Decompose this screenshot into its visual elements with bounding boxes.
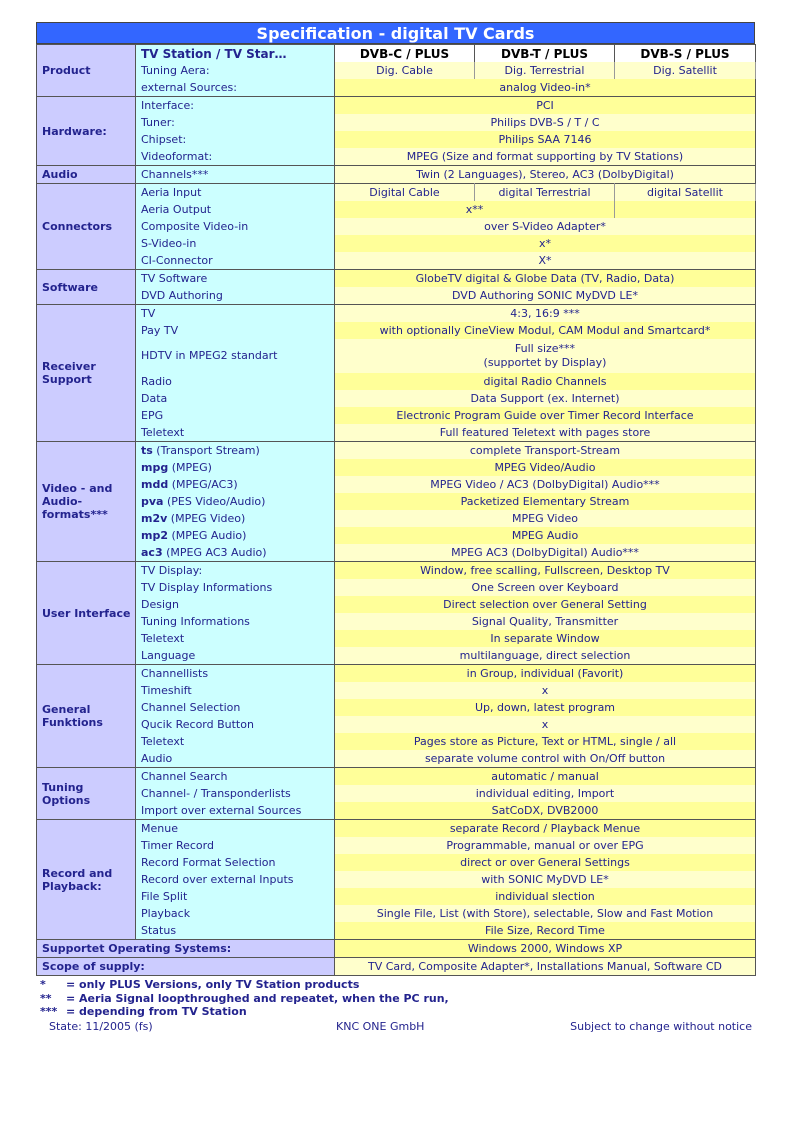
format-label (136, 493, 335, 510)
table-row (37, 820, 756, 838)
table-row (37, 716, 756, 733)
category-label: Supportet Operating Systems: (37, 940, 335, 958)
value-cell: In separate Window (335, 630, 756, 647)
table-row (37, 665, 756, 683)
table-row (37, 218, 756, 235)
table-row (37, 407, 756, 424)
value-cell: in Group, individual (Favorit) (335, 665, 756, 683)
table-row (37, 184, 756, 202)
footnote (40, 992, 755, 1006)
table-row (37, 305, 756, 323)
feature-label: File Split (136, 888, 335, 905)
format-desc: (MPEG AC3 Audio) (162, 545, 267, 559)
table-row (37, 270, 756, 288)
format-label (136, 442, 335, 460)
value-cell: 4:3, 16:9 *** (335, 305, 756, 323)
spec-table (36, 44, 756, 976)
value-cell: MPEG Audio (335, 527, 756, 544)
value-cell: Dig. Satellit (615, 62, 756, 79)
value-cell: with SONIC MyDVD LE* (335, 871, 756, 888)
category-label: Video - and Audio-formats*** (37, 442, 136, 562)
feature-label: Tuning Aera: (136, 62, 335, 79)
value-cell: MPEG (Size and format supporting by TV Stations) (335, 148, 756, 166)
feature-label: Tuner: (136, 114, 335, 131)
empty-cell (615, 201, 756, 218)
feature-label: Composite Video-in (136, 218, 335, 235)
feature-label: Status (136, 922, 335, 940)
feature-label: Videoformat: (136, 148, 335, 166)
feature-label: Playback (136, 905, 335, 922)
footnotes (36, 978, 755, 1019)
feature-label: external Sources: (136, 79, 335, 97)
footnote (40, 978, 755, 992)
table-row (37, 442, 756, 460)
value-cell: Dig. Terrestrial (475, 62, 615, 79)
feature-label: TV Display: (136, 562, 335, 580)
table-row (37, 682, 756, 699)
category-label: General Funktions (37, 665, 136, 768)
table-row (37, 958, 756, 976)
format-label (136, 527, 335, 544)
table-row (37, 837, 756, 854)
format-ext: m2v (141, 511, 168, 525)
value-cell: separate volume control with On/Off button (335, 750, 756, 768)
value-cell: x (335, 682, 756, 699)
value-cell: MPEG Video / AC3 (DolbyDigital) Audio*** (335, 476, 756, 493)
page-footer (36, 1020, 755, 1036)
value-cell: One Screen over Keyboard (335, 579, 756, 596)
feature-label: Language (136, 647, 335, 665)
value-cell: automatic / manual (335, 768, 756, 786)
value-cell: complete Transport-Stream (335, 442, 756, 460)
value-cell: PCI (335, 97, 756, 115)
value-cell: Full featured Teletext with pages store (335, 424, 756, 442)
table-row (37, 390, 756, 407)
feature-label: Menue (136, 820, 335, 838)
value-cell: Data Support (ex. Internet) (335, 390, 756, 407)
category-label: Connectors (37, 184, 136, 270)
value-cell: GlobeTV digital & Globe Data (TV, Radio, Data) (335, 270, 756, 288)
value-cell: MPEG AC3 (DolbyDigital) Audio*** (335, 544, 756, 562)
format-desc: (PES Video/Audio) (163, 494, 266, 508)
format-ext: mpg (141, 460, 169, 474)
format-desc: (MPEG Video) (167, 511, 246, 525)
feature-label: Channel Search (136, 768, 335, 786)
hdtv-note: (supportet by Display) (483, 356, 607, 369)
table-row (37, 201, 756, 218)
value-cell: MPEG Video/Audio (335, 459, 756, 476)
value-cell: File Size, Record Time (335, 922, 756, 940)
value-cell: individual editing, Import (335, 785, 756, 802)
feature-label: Channels*** (136, 166, 335, 184)
feature-label: Teletext (136, 424, 335, 442)
value-cell: digital Terrestrial (475, 184, 615, 202)
notice-label: Subject to change without notice (570, 1019, 752, 1033)
feature-label: Aeria Input (136, 184, 335, 202)
value-cell: DVD Authoring SONIC MyDVD LE* (335, 287, 756, 305)
value-cell: Electronic Program Guide over Timer Record Interface (335, 407, 756, 424)
column-header: DVB-T / PLUS (475, 45, 615, 63)
footnote-text: = only PLUS Versions, only TV Station products (66, 978, 360, 991)
feature-label: Teletext (136, 733, 335, 750)
feature-label: Channel Selection (136, 699, 335, 716)
feature-label: Record over external Inputs (136, 871, 335, 888)
page-title: Specification - digital TV Cards (36, 22, 755, 44)
category-label: Record and Playback: (37, 820, 136, 940)
table-row (37, 922, 756, 940)
table-row (37, 544, 756, 562)
feature-label: DVD Authoring (136, 287, 335, 305)
value-cell: digital Satellit (615, 184, 756, 202)
table-row (37, 940, 756, 958)
state-label: State: 11/2005 (fs) (49, 1019, 153, 1033)
format-ext: mdd (141, 477, 169, 491)
category-label: Audio (37, 166, 136, 184)
table-row (37, 459, 756, 476)
value-cell: Direct selection over General Setting (335, 596, 756, 613)
table-row (37, 148, 756, 166)
table-row (37, 476, 756, 493)
feature-label: TV (136, 305, 335, 323)
category-label: Scope of supply: (37, 958, 335, 976)
table-row (37, 562, 756, 580)
value-cell: analog Video-in* (335, 79, 756, 97)
value-cell: individual slection (335, 888, 756, 905)
value-cell: Philips DVB-S / T / C (335, 114, 756, 131)
column-header: DVB-S / PLUS (615, 45, 756, 63)
value-cell: Twin (2 Languages), Stereo, AC3 (DolbyDigital) (335, 166, 756, 184)
feature-label: Record Format Selection (136, 854, 335, 871)
format-desc: (MPEG) (168, 460, 212, 474)
table-row (37, 733, 756, 750)
table-row (37, 579, 756, 596)
table-row (37, 339, 756, 373)
format-ext: ac3 (141, 545, 163, 559)
category-label: Tuning Options (37, 768, 136, 820)
value-cell: SatCoDX, DVB2000 (335, 802, 756, 820)
category-label: Software (37, 270, 136, 305)
value-cell: separate Record / Playback Menue (335, 820, 756, 838)
table-row (37, 510, 756, 527)
feature-label: Aeria Output (136, 201, 335, 218)
value-cell: Packetized Elementary Stream (335, 493, 756, 510)
footnote-text: = depending from TV Station (66, 1005, 247, 1018)
value-cell: x (335, 716, 756, 733)
feature-label: Interface: (136, 97, 335, 115)
feature-label: TV Display Informations (136, 579, 335, 596)
feature-label: CI-Connector (136, 252, 335, 270)
feature-label: Channellists (136, 665, 335, 683)
feature-label: Audio (136, 750, 335, 768)
format-desc: (Transport Stream) (152, 443, 260, 457)
value-cell: x** (335, 201, 615, 218)
feature-label: Radio (136, 373, 335, 390)
feature-label: Tuning Informations (136, 613, 335, 630)
format-label (136, 510, 335, 527)
table-row (37, 630, 756, 647)
footnote-key: ** (40, 991, 52, 1005)
category-label: Product (37, 45, 136, 97)
value-cell: digital Radio Channels (335, 373, 756, 390)
table-row (37, 131, 756, 148)
spec-sheet (36, 22, 755, 1036)
feature-label: Pay TV (136, 322, 335, 339)
value-cell: direct or over General Settings (335, 854, 756, 871)
table-row (37, 750, 756, 768)
format-label (136, 459, 335, 476)
table-row (37, 493, 756, 510)
table-row (37, 322, 756, 339)
format-ext: ts (141, 443, 153, 457)
table-row (37, 854, 756, 871)
feature-label: Channel- / Transponderlists (136, 785, 335, 802)
footnote (40, 1005, 755, 1019)
table-row (37, 373, 756, 390)
table-row (37, 527, 756, 544)
table-row (37, 97, 756, 115)
table-row (37, 802, 756, 820)
value-cell: with optionally CineView Modul, CAM Modul and Smartcard* (335, 322, 756, 339)
feature-label: Import over external Sources (136, 802, 335, 820)
value-cell: TV Card, Composite Adapter*, Installations Manual, Software CD (335, 958, 756, 976)
table-row (37, 888, 756, 905)
table-row (37, 905, 756, 922)
feature-label: Design (136, 596, 335, 613)
value-cell: Window, free scalling, Fullscreen, Desktop TV (335, 562, 756, 580)
value-cell: Programmable, manual or over EPG (335, 837, 756, 854)
footnote-key: *** (40, 1005, 58, 1018)
value-cell: Up, down, latest program (335, 699, 756, 716)
value-cell: Dig. Cable (335, 62, 475, 79)
value-cell: X* (335, 252, 756, 270)
category-label: Receiver Support (37, 305, 136, 442)
feature-label: Data (136, 390, 335, 407)
feature-label: Teletext (136, 630, 335, 647)
station-label: TV Station / TV Star… (136, 45, 335, 63)
feature-label: Chipset: (136, 131, 335, 148)
value-cell: x* (335, 235, 756, 252)
value-cell: MPEG Video (335, 510, 756, 527)
footnote-key: * (40, 978, 46, 991)
table-row (37, 79, 756, 97)
hdtv-value: Full size*** (514, 342, 576, 355)
value-cell: Pages store as Picture, Text or HTML, single / all (335, 733, 756, 750)
table-row (37, 613, 756, 630)
table-row (37, 647, 756, 665)
feature-label: Qucik Record Button (136, 716, 335, 733)
table-row (37, 699, 756, 716)
table-row (37, 287, 756, 305)
header-row (37, 45, 756, 63)
format-desc: (MPEG Audio) (168, 528, 247, 542)
category-label: User Interface (37, 562, 136, 665)
value-cell: Philips SAA 7146 (335, 131, 756, 148)
format-ext: pva (141, 494, 164, 508)
value-cell: Windows 2000, Windows XP (335, 940, 756, 958)
feature-label: TV Software (136, 270, 335, 288)
table-row (37, 871, 756, 888)
table-row (37, 235, 756, 252)
table-row (37, 596, 756, 613)
value-cell: multilanguage, direct selection (335, 647, 756, 665)
table-row (37, 62, 756, 79)
table-row (37, 252, 756, 270)
value-cell: Single File, List (with Store), selectable, Slow and Fast Motion (335, 905, 756, 922)
feature-label: HDTV in MPEG2 standart (136, 339, 335, 373)
format-label (136, 544, 335, 562)
table-row (37, 166, 756, 184)
format-desc: (MPEG/AC3) (168, 477, 238, 491)
company-label: KNC ONE GmbH (336, 1019, 425, 1033)
category-label: Hardware: (37, 97, 136, 166)
feature-label: Timeshift (136, 682, 335, 699)
feature-label: S-Video-in (136, 235, 335, 252)
feature-label: Timer Record (136, 837, 335, 854)
format-ext: mp2 (141, 528, 168, 542)
table-row (37, 114, 756, 131)
table-row (37, 785, 756, 802)
value-cell: Digital Cable (335, 184, 475, 202)
column-header: DVB-C / PLUS (335, 45, 475, 63)
footnote-text: = Aeria Signal loopthroughed and repeatet, when the PC run, (66, 991, 449, 1005)
table-row (37, 424, 756, 442)
value-cell: over S-Video Adapter* (335, 218, 756, 235)
value-cell (335, 339, 756, 373)
format-label (136, 476, 335, 493)
table-row (37, 768, 756, 786)
value-cell: Signal Quality, Transmitter (335, 613, 756, 630)
feature-label: EPG (136, 407, 335, 424)
